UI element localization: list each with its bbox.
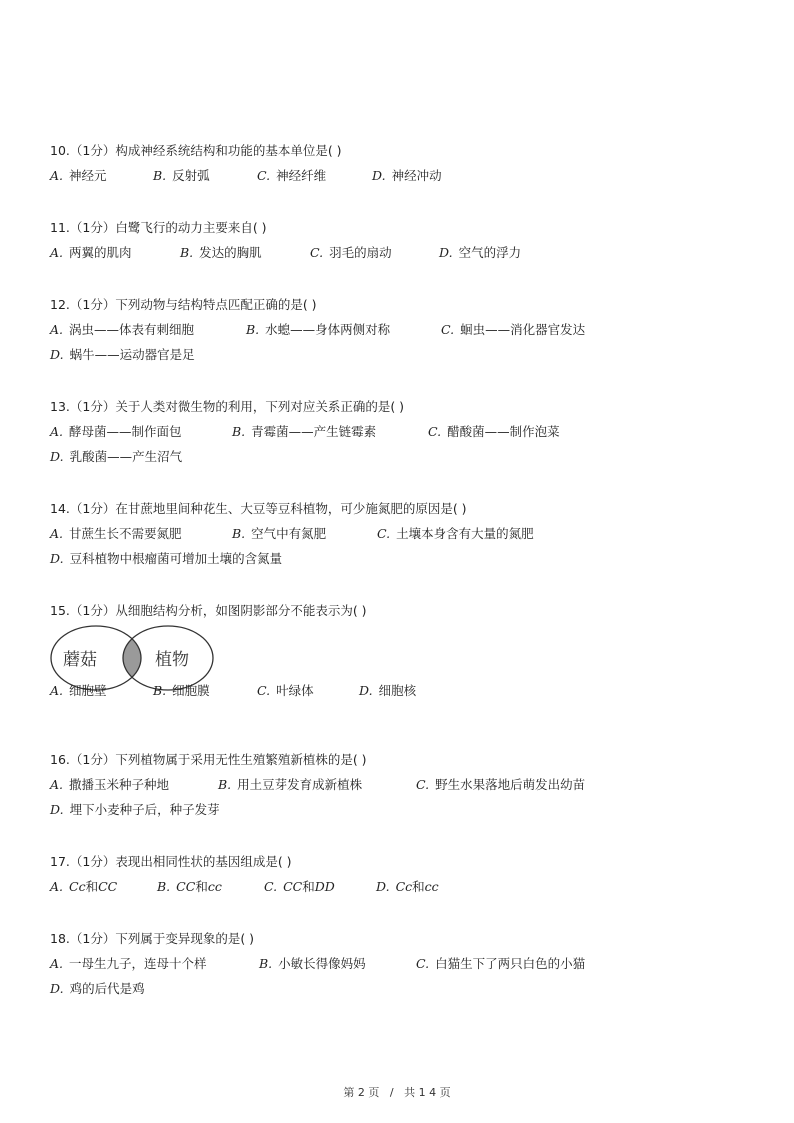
question-14 — [50, 501, 750, 567]
option-c[interactable]: C. 土壤本身含有大量的氮肥 — [377, 526, 534, 541]
question-stem: 14.（1分）在甘蔗地里间种花生、大豆等豆科植物，可少施氮肥的原因是( ) — [50, 501, 467, 516]
question-stem: 11.（1分）白鹭飞行的动力主要来自( ) — [50, 220, 267, 235]
option-d[interactable]: D. 鸡的后代是鸡 — [50, 981, 145, 996]
option-b[interactable]: B. 发达的胸肌 — [180, 245, 262, 260]
options-row — [50, 245, 750, 261]
options-row — [50, 449, 750, 465]
option-d[interactable]: D. 空气的浮力 — [439, 245, 522, 260]
question-stem: 12.（1分）下列动物与结构特点匹配正确的是( ) — [50, 297, 317, 312]
question-18 — [50, 931, 750, 997]
question-stem: 17.（1分）表现出相同性状的基因组成是( ) — [50, 854, 292, 869]
options-row — [50, 551, 750, 567]
option-a[interactable]: A. 酵母菌——制作面包 — [50, 424, 182, 439]
option-c[interactable]: C. 野生水果落地后萌发出幼苗 — [416, 777, 586, 792]
option-b[interactable]: B. 反射弧 — [153, 168, 210, 183]
question-11 — [50, 220, 750, 261]
question-17 — [50, 854, 750, 895]
question-12 — [50, 297, 750, 363]
option-d[interactable]: D. 细胞核 — [359, 683, 417, 698]
question-13 — [50, 399, 750, 465]
option-a[interactable]: A. 一母生九子，连母十个样 — [50, 956, 207, 971]
options-row — [50, 956, 750, 972]
option-c[interactable]: C. 叶绿体 — [257, 683, 314, 698]
option-a[interactable]: A. 涡虫——体表有刺细胞 — [50, 322, 195, 337]
page-total: 共 1 4 页 — [404, 1086, 451, 1099]
page-footer — [0, 1084, 794, 1100]
option-d[interactable]: D. 蜗牛——运动器官是足 — [50, 347, 195, 362]
option-a[interactable]: A. 甘蔗生长不需要氮肥 — [50, 526, 182, 541]
options-row — [50, 981, 750, 997]
option-c[interactable]: C. CC和DD — [264, 879, 335, 894]
option-b[interactable]: B. 水螅——身体两侧对称 — [246, 322, 391, 337]
question-stem: 10.（1分）构成神经系统结构和功能的基本单位是( ) — [50, 143, 342, 158]
venn-left-label: 蘑菇 — [63, 650, 97, 670]
options-row — [50, 777, 750, 793]
option-c[interactable]: C. 白猫生下了两只白色的小猫 — [416, 956, 586, 971]
option-c[interactable]: C. 醋酸菌——制作泡菜 — [428, 424, 560, 439]
option-d[interactable]: D. 埋下小麦种子后，种子发芽 — [50, 802, 220, 817]
option-d[interactable]: D. 神经冲动 — [372, 168, 442, 183]
option-b[interactable]: B. 用土豆芽发育成新植株 — [218, 777, 363, 792]
question-stem: 18.（1分）下列属于变异现象的是( ) — [50, 931, 255, 946]
option-d[interactable]: D. 乳酸菌——产生沼气 — [50, 449, 183, 464]
question-stem: 15.（1分）从细胞结构分析，如图阴影部分不能表示为( ) — [50, 603, 367, 618]
option-b[interactable]: B. CC和cc — [157, 879, 222, 894]
question-stem: 13.（1分）关于人类对微生物的利用，下列对应关系正确的是( ) — [50, 399, 405, 414]
option-a[interactable]: A. 细胞壁 — [50, 683, 107, 698]
option-b[interactable]: B. 青霉菌——产生链霉素 — [232, 424, 377, 439]
option-a[interactable]: A. 两翼的肌肉 — [50, 245, 132, 260]
venn-right-label: 植物 — [155, 650, 189, 670]
options-row — [50, 526, 750, 542]
option-b[interactable]: B. 空气中有氮肥 — [232, 526, 327, 541]
question-16 — [50, 752, 750, 818]
question-stem: 16.（1分）下列植物属于采用无性生殖繁殖新植株的是( ) — [50, 752, 367, 767]
options-row — [50, 322, 750, 338]
options-row — [50, 168, 750, 184]
option-a[interactable]: A. 撒播玉米种子种地 — [50, 777, 170, 792]
options-row — [50, 347, 750, 363]
option-d[interactable]: D. Cc和cc — [376, 879, 439, 894]
question-15-options — [50, 674, 750, 699]
page-separator: / — [389, 1086, 394, 1099]
option-b[interactable]: B. 细胞膜 — [153, 683, 210, 698]
option-d[interactable]: D. 豆科植物中根瘤菌可增加土壤的含氮量 — [50, 551, 283, 566]
page-number: 第 2 页 — [343, 1086, 380, 1099]
option-c[interactable]: C. 蛔虫——消化器官发达 — [441, 322, 586, 337]
options-row — [50, 424, 750, 440]
option-b[interactable]: B. 小敏长得像妈妈 — [259, 956, 366, 971]
option-a[interactable]: A. 神经元 — [50, 168, 107, 183]
option-c[interactable]: C. 羽毛的扇动 — [310, 245, 392, 260]
option-c[interactable]: C. 神经纤维 — [257, 168, 327, 183]
option-a[interactable]: A. Cc和CC — [50, 879, 118, 894]
question-15 — [50, 603, 750, 619]
options-row — [50, 683, 750, 699]
options-row — [50, 879, 750, 895]
question-10 — [50, 143, 750, 184]
options-row — [50, 802, 750, 818]
